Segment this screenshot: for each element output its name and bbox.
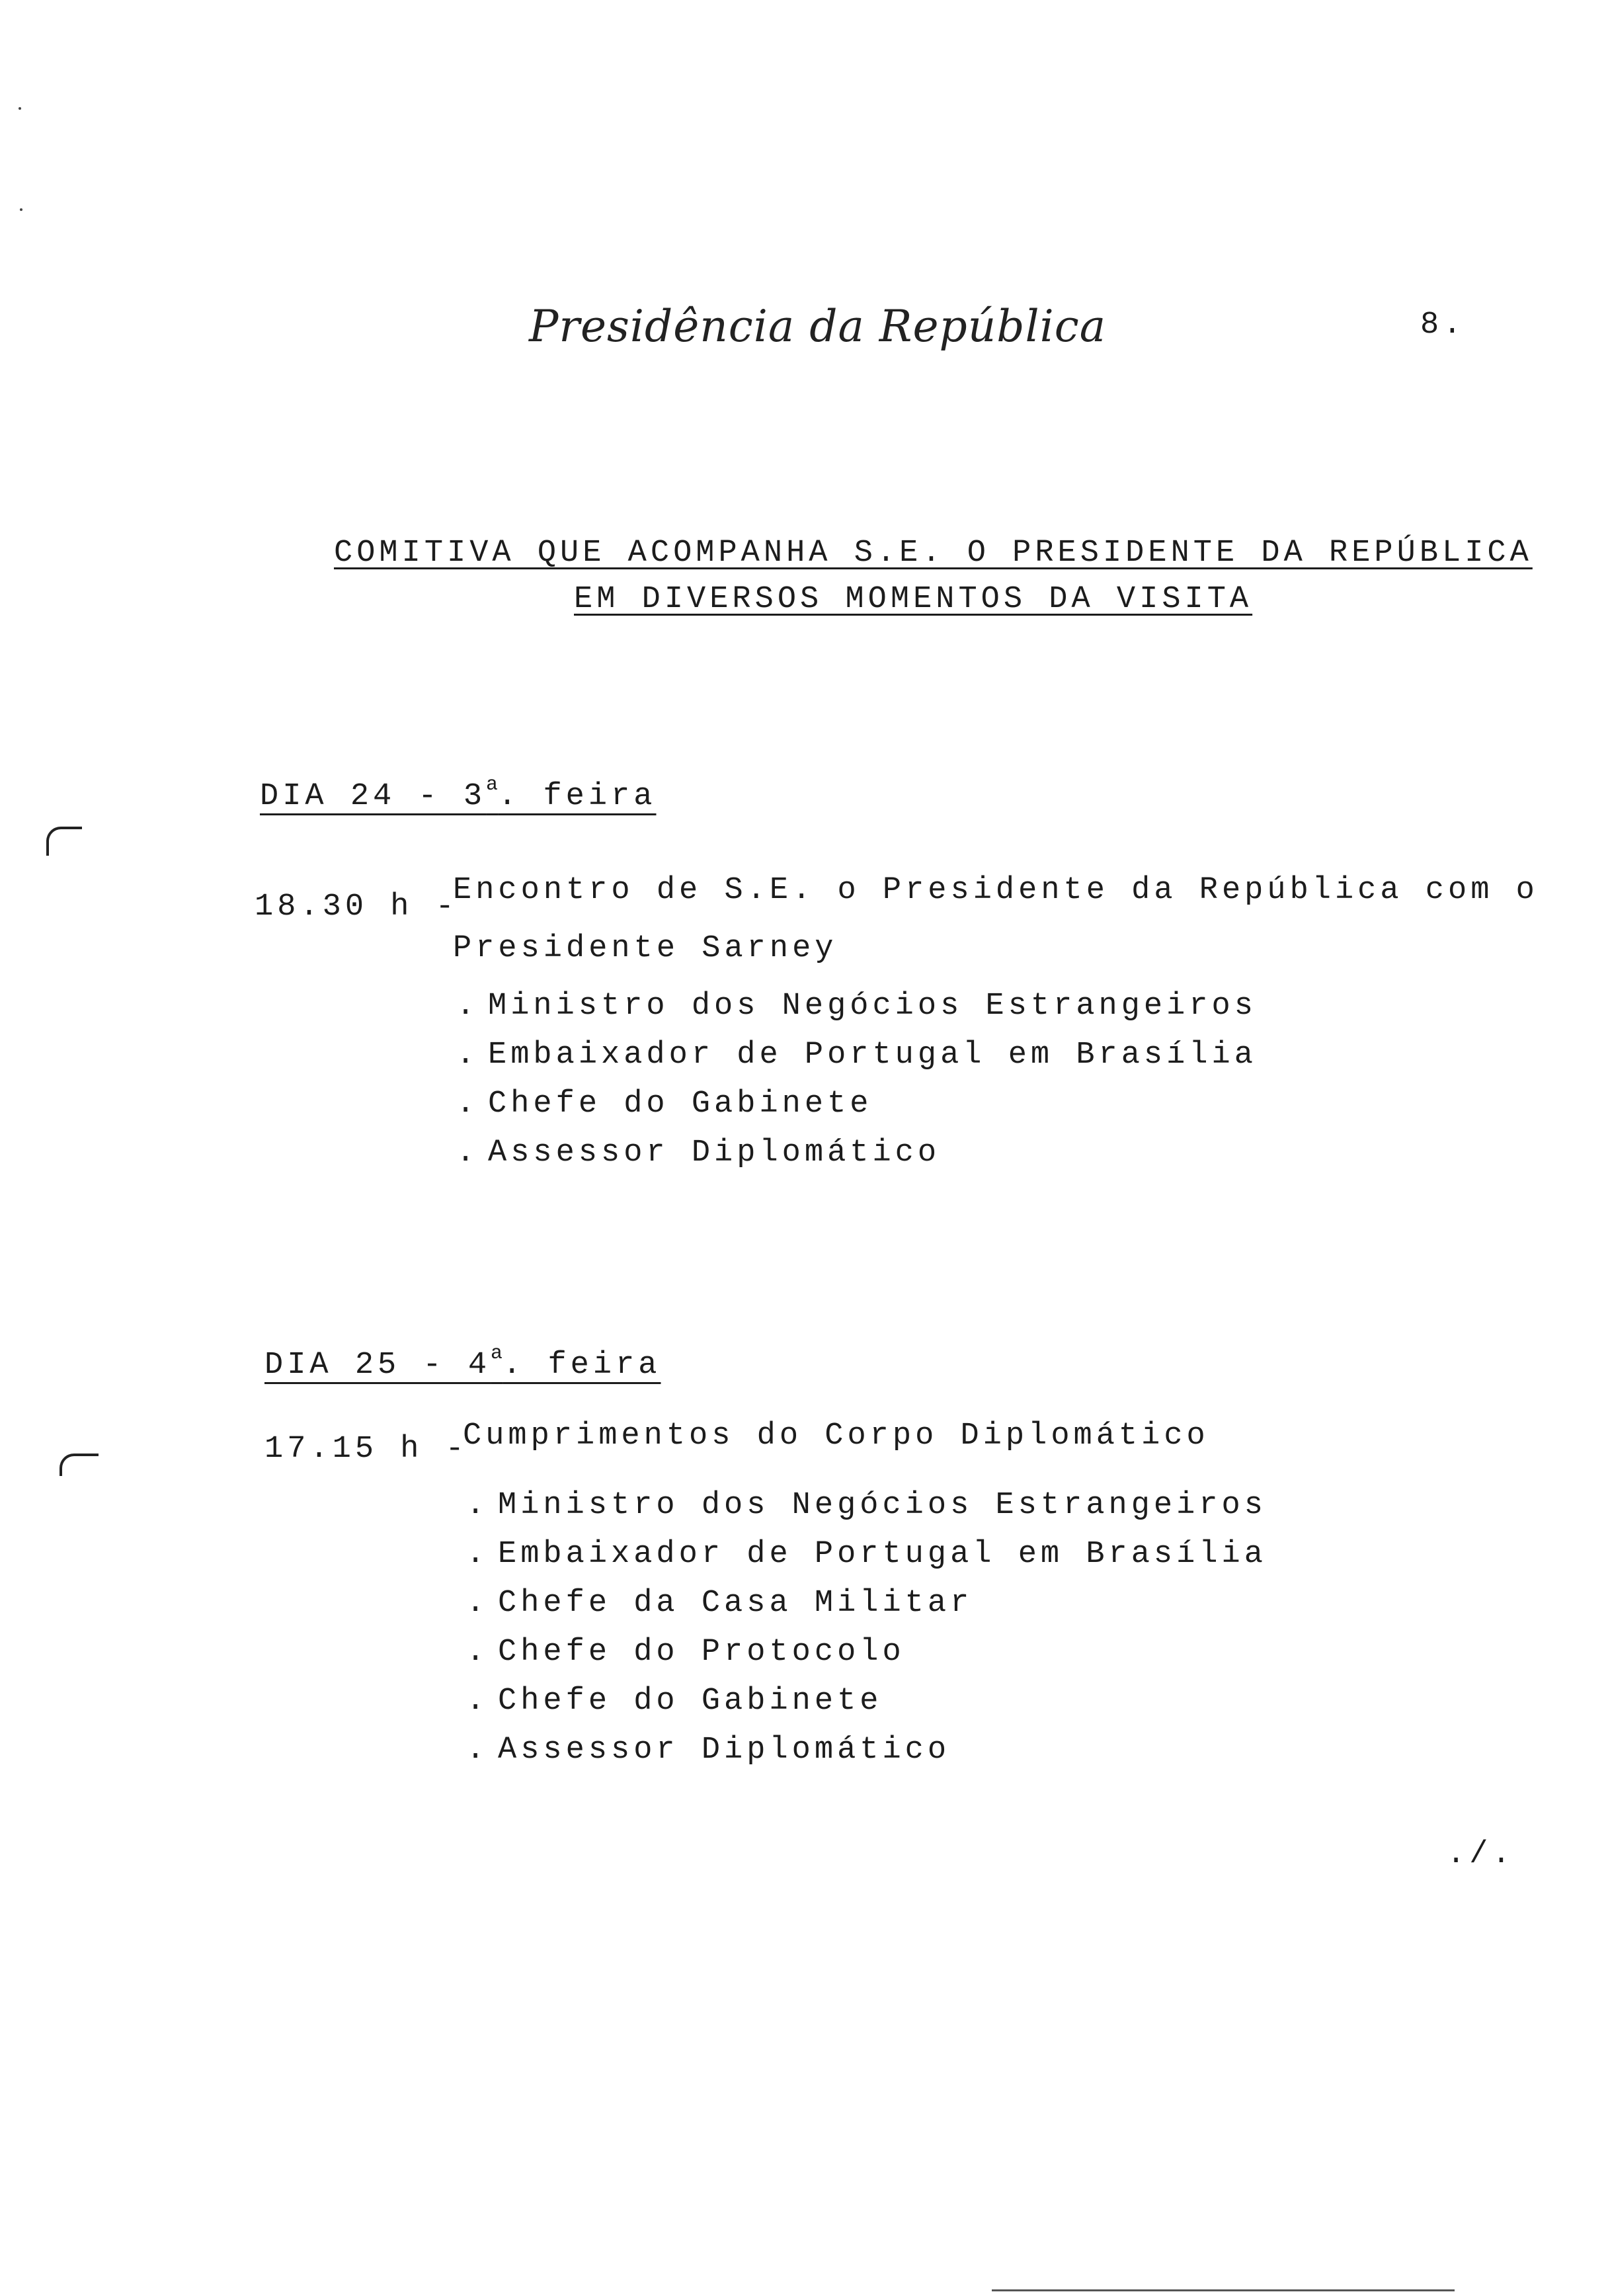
event-description: Cumprimentos do Corpo Diplomático: [463, 1418, 1209, 1454]
punch-hole-mark: [60, 1454, 99, 1476]
attendee-name: Assessor Diplomático: [488, 1135, 941, 1170]
attendee-name: Chefe do Gabinete: [488, 1086, 873, 1122]
attendee-list: [456, 989, 1257, 1184]
document-title-line-2: EM DIVERSOS MOMENTOS DA VISITA: [574, 582, 1253, 617]
scan-speck: [19, 107, 21, 110]
event-description-continued: Presidente Sarney: [453, 931, 838, 966]
bullet: .: [466, 1635, 489, 1670]
bullet: .: [466, 1733, 489, 1768]
attendee-name: Embaixador de Portugal em Brasília: [498, 1537, 1267, 1572]
day-heading-24: [260, 774, 657, 814]
attendee-name: Assessor Diplomático: [498, 1733, 951, 1768]
list-item: [466, 1586, 1267, 1635]
list-item: [466, 1635, 1267, 1684]
attendee-name: Embaixador de Portugal em Brasília: [488, 1038, 1257, 1073]
punch-hole-mark: [46, 827, 82, 856]
attendee-list: [466, 1488, 1267, 1782]
list-item: [456, 1038, 1257, 1086]
page-edge-line: [992, 2289, 1455, 2291]
bullet: .: [466, 1586, 489, 1621]
list-item: [466, 1733, 1267, 1782]
continuation-mark: ./.: [1447, 1837, 1515, 1872]
attendee-name: Ministro dos Negócios Estrangeiros: [498, 1488, 1267, 1523]
event-description: Encontro de S.E. o Presidente da República com o: [453, 873, 1539, 908]
attendee-name: Ministro dos Negócios Estrangeiros: [488, 989, 1257, 1024]
event-time: 17.15 h -: [264, 1432, 468, 1467]
list-item: [466, 1537, 1267, 1586]
bullet: .: [466, 1684, 489, 1719]
day-heading-prefix: DIA 24 - 3: [260, 779, 487, 814]
scan-speck: [20, 208, 22, 211]
bullet: .: [456, 989, 479, 1024]
list-item: [456, 989, 1257, 1038]
list-item: [466, 1684, 1267, 1733]
ordinal-indicator: a: [486, 774, 499, 796]
ordinal-indicator: a: [491, 1342, 503, 1365]
list-item: [456, 1135, 1257, 1184]
bullet: .: [456, 1135, 479, 1170]
list-item: [456, 1086, 1257, 1135]
list-item: [466, 1488, 1267, 1537]
day-heading-25: [264, 1342, 661, 1383]
bullet: .: [456, 1086, 479, 1122]
attendee-name: Chefe do Gabinete: [498, 1684, 883, 1719]
attendee-name: Chefe do Protocolo: [498, 1635, 905, 1670]
bullet: .: [466, 1537, 489, 1572]
document-title-line-1: COMITIVA QUE ACOMPANHA S.E. O PRESIDENTE DA REPÚBLICA: [334, 536, 1533, 571]
bullet: .: [466, 1488, 489, 1523]
page-number: 8.: [1420, 308, 1466, 343]
day-heading-suffix: . feira: [502, 1348, 661, 1383]
bullet: .: [456, 1038, 479, 1073]
attendee-name: Chefe da Casa Militar: [498, 1586, 973, 1621]
day-heading-prefix: DIA 25 - 4: [264, 1348, 491, 1383]
day-heading-suffix: . feira: [498, 779, 657, 814]
event-time: 18.30 h -: [255, 889, 458, 924]
letterhead: Presidência da República: [529, 301, 1107, 352]
